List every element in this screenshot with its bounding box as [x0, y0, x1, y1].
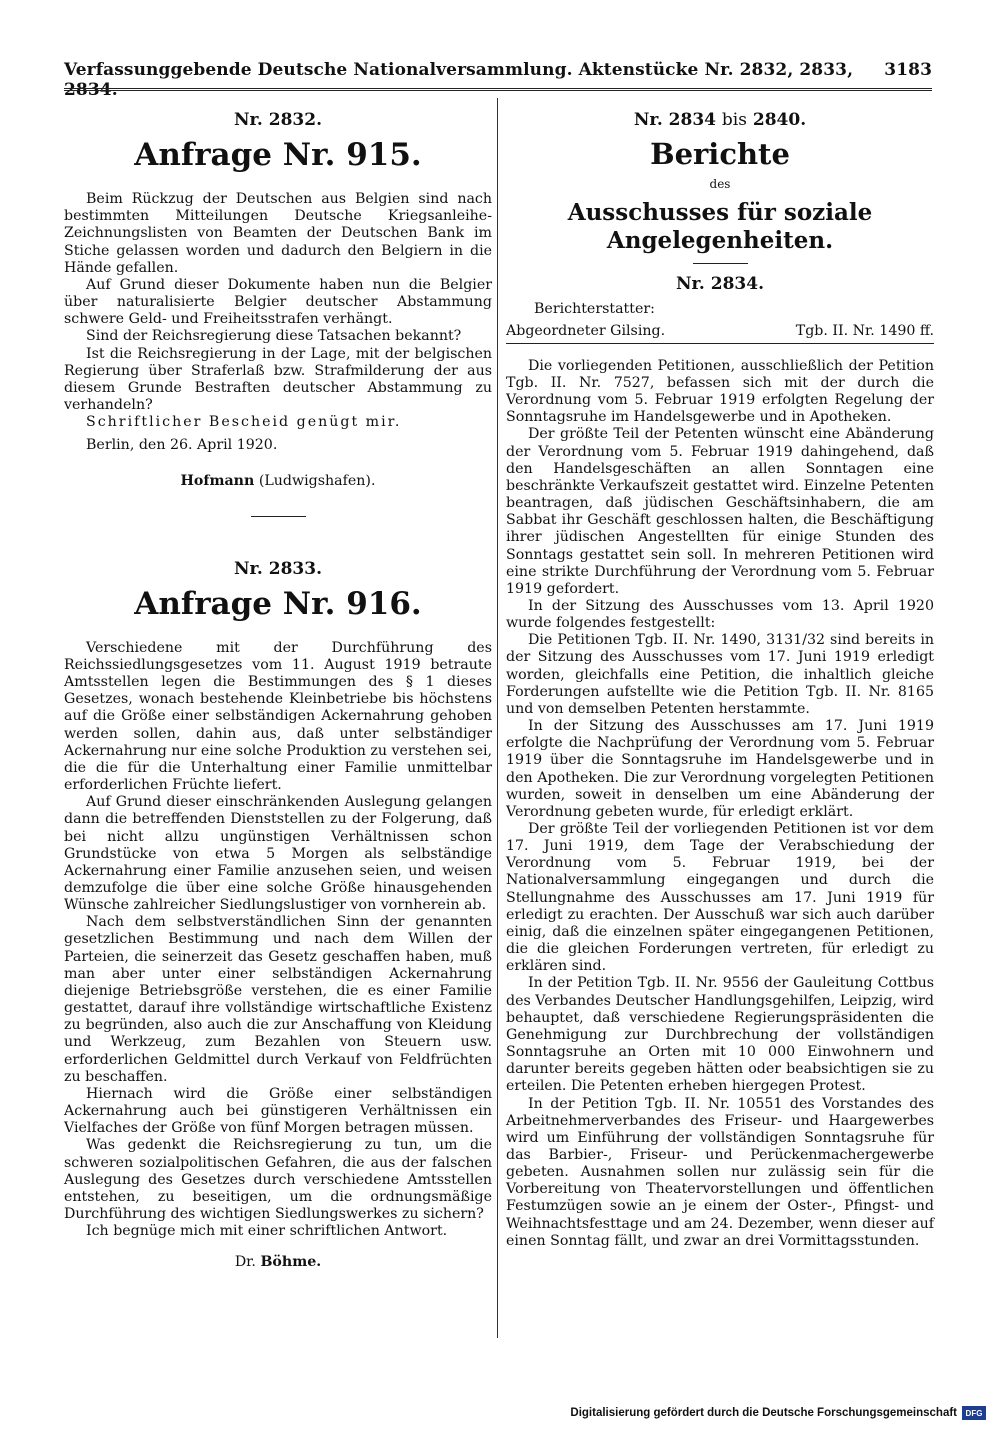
signature-name: Böhme. [260, 1254, 322, 1271]
column-divider [497, 98, 498, 1338]
section-divider [693, 263, 748, 264]
document-2832 [64, 112, 492, 490]
inquiry-title: Anfrage Nr. 915. [134, 137, 422, 174]
page-number: 3183 [884, 60, 932, 80]
range-from: Nr. 2834 [633, 110, 716, 130]
paragraph: Die vorliegenden Petitionen, ausschließlich der Petition Tgb. II. Nr. 7527, befassen sich mit der durch die Verordnung vom 5. Februar 1919 erfolgten Regelung der Sonntagsruhe im Handelsgewerbe und in Apotheken. [506, 357, 934, 426]
signature [64, 1254, 492, 1271]
paragraph: Schriftlicher Bescheid genügt mir. [86, 414, 402, 431]
signature-name: Hofmann [180, 472, 255, 489]
paragraph: Ist die Reichsregierung in der Lage, mit der belgischen Regierung über Straferlaß bzw. Strafmilderung der aus diesem Grunde Bestraften deutscher Abstammung zu verhandeln? [64, 345, 492, 414]
rapporteur-label: Berichterstatter: [534, 301, 655, 318]
rapporteur-name: Abgeordneter Gilsing. [506, 322, 666, 339]
petition-reference: Tgb. II. Nr. 1490 ff. [795, 322, 934, 339]
reports-title: Berichte [650, 137, 790, 172]
running-header [64, 60, 932, 100]
paragraph: Der größte Teil der Petenten wünscht eine Abänderung der Verordnung vom 5. Februar 1919 dahingehend, daß den Handelsgeschäften an allen Sonntagen eine beschränkte Verkaufszeit gestattet wird. Einzelne Petenten beantragen, daß jüdischen Geschäftsinhabern, die am Sabbat ihr Geschäft geschlossen halten, die Beschäftigung ihrer jüdischen Angestellten für einige Stunden des Sonntags gestattet sein soll. In mehreren Petitionen wird eine strikte Durchführung der Verordnung vom 5. Februar 1919 gefordert. [506, 426, 934, 597]
signature-place: (Ludwigshafen). [258, 472, 376, 489]
header-title: Verfassunggebende Deutsche Nationalversammlung. Aktenstücke Nr. 2832, 2833, 2834. [64, 60, 854, 100]
place-date: Berlin, den 26. April 1920. [86, 437, 278, 454]
digitization-credit [570, 1406, 986, 1420]
inquiry-title: Anfrage Nr. 916. [134, 585, 422, 622]
dfg-logo-icon: DFG [962, 1406, 986, 1420]
signature-prefix: Dr. [234, 1254, 256, 1271]
left-column [64, 112, 492, 1271]
paragraph: Ich begnüge mich mit einer schriftlichen Antwort. [86, 1223, 448, 1240]
paragraph: In der Sitzung des Ausschusses vom 13. April 1920 wurde folgendes festgestellt: [506, 597, 934, 632]
document-2833 [64, 558, 492, 1272]
document-number: Nr. 2833. [233, 558, 322, 579]
paragraph: Auf Grund dieser einschränkenden Auslegung gelangen dann die betreffenden Dienststellen zu der Folgerung, daß bei nicht allzu ungünstigen Verhältnissen schon Grundstücke von etwa 5 Morgen als selbständige Ackernahrung einer Familie anzusehen seien, und weisen demzufolge die über eine solche Größe hinausgehenden Wünsche zahlreicher Siedlungslustiger von vornherein ab. [64, 794, 492, 914]
paragraph: In der Petition Tgb. II. Nr. 10551 des Vorstandes des Arbeitnehmerverbandes des Friseur- und Haargewerbes wird um Einführung der vollständigen Sonntagsruhe für das Barbier-, Friseur- und Perückenmachergewerbe gebeten. Ausnahmen sollen nur zulässig sein für die Vorbereitung von Theatervorstellungen und öffentlichen Festumzügen sowie an je einem der Oster-, Pfingst- und Weihnachtsfesttage und am 24. Dezember, wenn dieser auf einen Sonntag fällt, und zwar an drei Vormittagsstunden. [506, 1095, 934, 1249]
header-rule [64, 88, 932, 91]
committee-title: Ausschusses für soziale Angelegenheiten. [567, 199, 873, 255]
paragraph: Sind der Reichsregierung diese Tatsachen bekannt? [86, 328, 462, 345]
signature [64, 473, 492, 490]
document-number: Nr. 2834. [675, 274, 764, 295]
paragraph: Beim Rückzug der Deutschen aus Belgien sind nach bestimmten Mitteilungen Deutsche Kriegsanleihe-Zeichnungslisten von Beamten der Deutschen Bank im Stiche gelassen worden und dadurch den Belgiern in die Hände gefallen. [64, 191, 492, 276]
paragraph: Was gedenkt die Reichsregierung zu tun, um die schweren sozialpolitischen Gefahren, die aus der falschen Auslegung des Gesetzes durch verschiedene Amtsstellen entstehen, zu beseitigen, um die ordnungsmäßige Durchführung des wichtigen Siedlungswerkes zu sichern? [64, 1137, 492, 1222]
paragraph: Der größte Teil der vorliegenden Petitionen ist vor dem 17. Juni 1919, dem Tage der Verabschiedung der Verordnung vom 5. Februar 1919, bei der Nationalversammlung eingegangen und durch die Stellungnahme des Ausschusses am 17. Juni 1919 für erledigt zu erachten. Der Ausschuß war sich auch darüber einig, daß die einzelnen später eingegangenen Petitionen, die die gleichen Forderungen vertreten, für erledigt zu erklären sind. [506, 821, 934, 975]
paragraph: Hiernach wird die Größe einer selbständigen Ackernahrung auch bei günstigeren Verhältnissen ein Vielfaches der Größe von fünf Morgen betragen müssen. [64, 1085, 492, 1137]
rapporteur-row [506, 323, 934, 344]
paragraph: Die Petitionen Tgb. II. Nr. 1490, 3131/32 sind bereits in der Sitzung des Ausschusses vom 17. Juni 1919 erledigt worden, gleichfalls eine Petition, die inhaltlich gleiche Forderungen aufstellte wie die Petition Tgb. II. Nr. 8165 und von demselben Petenten herstammte. [506, 632, 934, 717]
paragraph: Nach dem selbstverständlichen Sinn der genannten gesetzlichen Bestimmung und nach dem Willen der Parteien, die seinerzeit das Gesetz geschaffen haben, muß man aber unter einer selbständigen Ackernahrung diejenige Betriebsgröße verstehen, die es einer Familie gestattet, darauf ihre vollständige wirtschaftliche Existenz zu begründen, also auch die zur Anschaffung von Kleidung und Werkzeug, zum Bezahlen von Steuern usw. erforderlichen Geldmittel durch Verkauf von Feldfrüchten zu beschaffen. [64, 914, 492, 1085]
document-number: Nr. 2832. [233, 110, 322, 130]
paragraph: Auf Grund dieser Dokumente haben nun die Belgier über naturalisierte Belgier deutscher Abstammung schwere Geld- und Freiheitsstrafen verhängt. [64, 276, 492, 328]
range-to: 2840. [752, 110, 807, 130]
credit-text: Digitalisierung gefördert durch die Deutsche Forschungsgemeinschaft [570, 1407, 957, 1419]
range-word: bis [721, 110, 747, 130]
paragraph: In der Petition Tgb. II. Nr. 9556 der Gauleitung Cottbus des Verbandes Deutscher Handlungsgehilfen, Leipzig, wird behauptet, daß verschiedene Regierungspräsidenten die Genehmigung zur Durchbrechung der vollständigen Sonntagsruhe an Orten mit 10 000 Einwohnern und darunter bereits gegeben hätten oder beabsichtigen sie zu erteilen. Die Petenten erheben hiergegen Protest. [506, 975, 934, 1095]
des-word: des [709, 177, 731, 192]
paragraph: In der Sitzung des Ausschusses am 17. Juni 1919 erfolgte die Nachprüfung der Verordnung vom 5. Februar 1919 über die Sonntagsruhe im Handelsgewerbe und in den Apotheken. Die zur Verordnung vorgelegten Petitionen wurden, soweit in denselben um eine Abänderung der Verordnung gebeten wurde, für erledigt erklärt. [506, 718, 934, 820]
document-range [506, 112, 934, 129]
section-divider [251, 516, 306, 517]
right-column [506, 112, 934, 1250]
paragraph: Verschiedene mit der Durchführung des Reichssiedlungsgesetzes vom 11. August 1919 betraute Amtsstellen legen die Bestimmungen des § 1 dieses Gesetzes, wonach bestehende Kleinbetriebe bis höchstens auf die Größe einer selbständigen Ackernahrung gehoben werden sollen, dahin aus, daß unter selbständiger Ackernahrung nur eine solche Produktion zu verstehen sei, die die für die Unterhaltung einer Familie unmittelbar erforderlichen Früchte liefert. [64, 639, 492, 794]
